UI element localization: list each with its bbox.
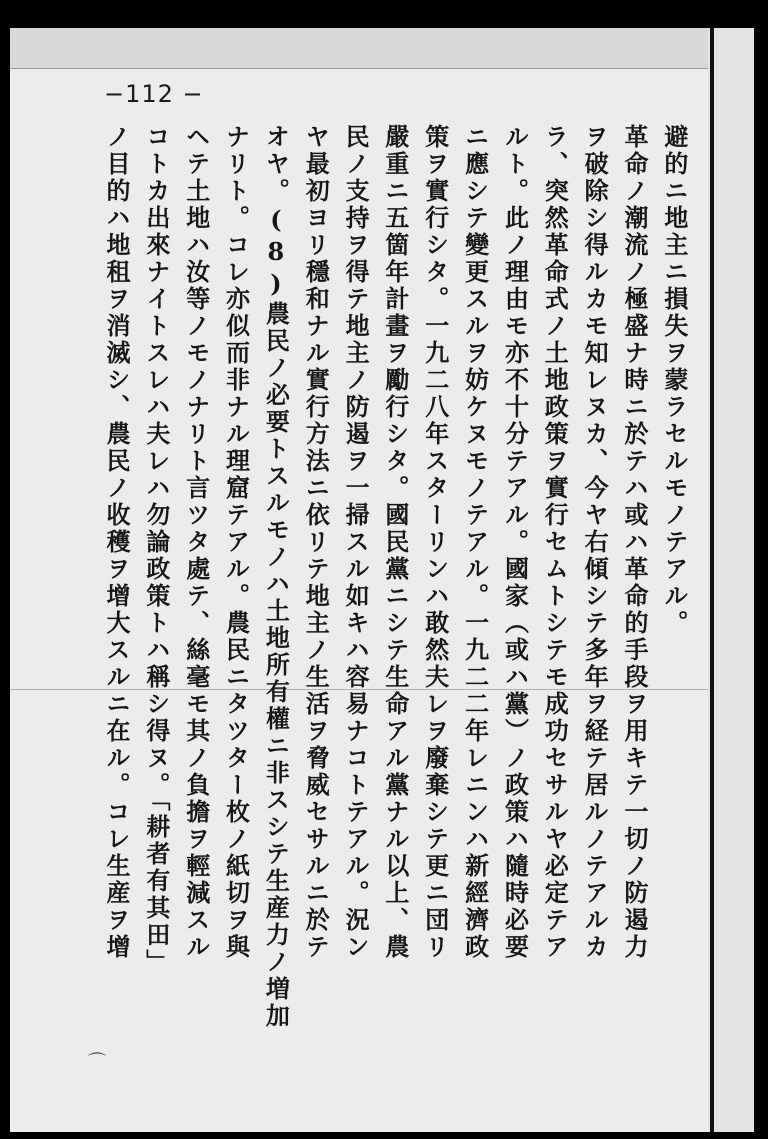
binding-edge-line (710, 28, 714, 1132)
text-column-3: ヲ破除シ得ルカモ知レヌカ、今ヤ右傾シテ多年ヲ経テ居ルノテアルカ (580, 124, 610, 961)
text-column-13: ヘテ土地ハ汝等ノモノナリト言ツタ處テ、絲毫モ其ノ負擔ヲ輕減スル (181, 124, 211, 961)
vertical-text-body (100, 124, 690, 1064)
scan-top-strip (10, 28, 754, 68)
text-column-7: 策ヲ實行シタ。一九二八年スターリンハ敢然夫レヲ廢棄シテ更ニ団リ (420, 124, 450, 961)
text-column-1: 避的ニ地主ニ損失ヲ蒙ラセルモノテアル。 (659, 124, 689, 637)
text-column-5: ルト。此ノ理由モ亦不十分テアル。國家（或ハ黨）ノ政策ハ隨時必要 (500, 124, 530, 961)
text-column-14: コトカ出來ナイトスレハ夫レハ勿論政策トハ稱シ得ヌ。「耕者有其田」 (141, 124, 171, 976)
top-rule-line (10, 68, 754, 69)
text-column-15: ノ目的ハ地租ヲ消滅シ、農民ノ收穫ヲ增大スルニ在ル。コレ生産ヲ增 (102, 124, 131, 961)
text-column-8: 嚴重ニ五箇年計畫ヲ勵行シタ。國民黨ニシテ生命アル黨ナル以上、農 (380, 124, 410, 961)
document-page (10, 28, 754, 1132)
text-column-4: ラ、突然革命式ノ土地政策ヲ實行セムトシテモ成功セサルヤ必定テア (540, 124, 570, 961)
text-column-12: ナリト。コレ亦似而非ナル理窟テアル。農民ニタツター枚ノ紙切ヲ與 (221, 124, 251, 961)
text-column-6: ニ應シテ變更スルヲ妨ケヌモノテアル。一九二二年レニンハ新經濟政 (460, 124, 490, 961)
page-number: −112 − (104, 80, 204, 108)
text-column-9: 民ノ支持ヲ得テ地主ノ防遏ヲ一掃スル如キハ容易ナコトテアル。況ン (341, 124, 371, 961)
text-column-11: オヤ。(8)農民ノ必要トスルモノハ土地所有權ニ非スシテ生産力ノ増加 (261, 124, 291, 1030)
pencil-mark-icon: ⌒ (88, 1052, 106, 1073)
scan-right-margin (708, 28, 754, 1132)
text-column-2: 革命ノ潮流ノ極盛ナ時ニ於テハ或ハ革命的手段ヲ用キテ一切ノ防遏力 (619, 124, 649, 961)
text-column-10: ヤ最初ヨリ穩和ナル實行方法ニ依リテ地主ノ生活ヲ脅威セサルニ於テ (301, 124, 331, 961)
